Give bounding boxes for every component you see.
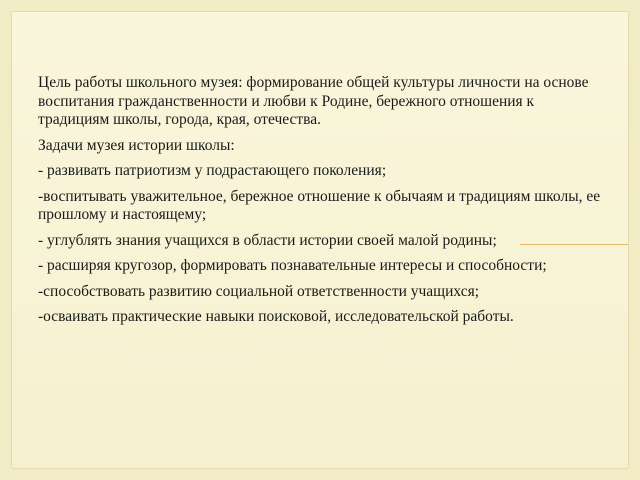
slide-content [38, 74, 608, 334]
task-item-interests: - расширяя кругозор, формировать познавательные интересы и способности; [38, 257, 547, 274]
tasks-heading: Задачи музея истории школы: [38, 136, 235, 154]
museum-goal-paragraph: Цель работы школьного музея: формирование общей культуры личности на основе воспитания гражданственности и любви к Родине, бережного отношения к традициям школы, города, края, отечества. [38, 74, 589, 128]
task-item-history-knowledge: - углублять знания учащихся в области истории своей малой родины; [38, 231, 497, 249]
task-item-patriotism: - развивать патриотизм у подрастающего поколения; [38, 162, 387, 179]
task-item-research-skills: -осваивать практические навыки поисковой, исследовательской работы. [38, 308, 514, 325]
task-item-responsibility: -способствовать развитию социальной ответственности учащихся; [38, 282, 480, 300]
task-item-traditions: -воспитывать уважительное, бережное отношение к обычаям и традициям школы, ее прошлому и настоящему; [38, 187, 601, 223]
